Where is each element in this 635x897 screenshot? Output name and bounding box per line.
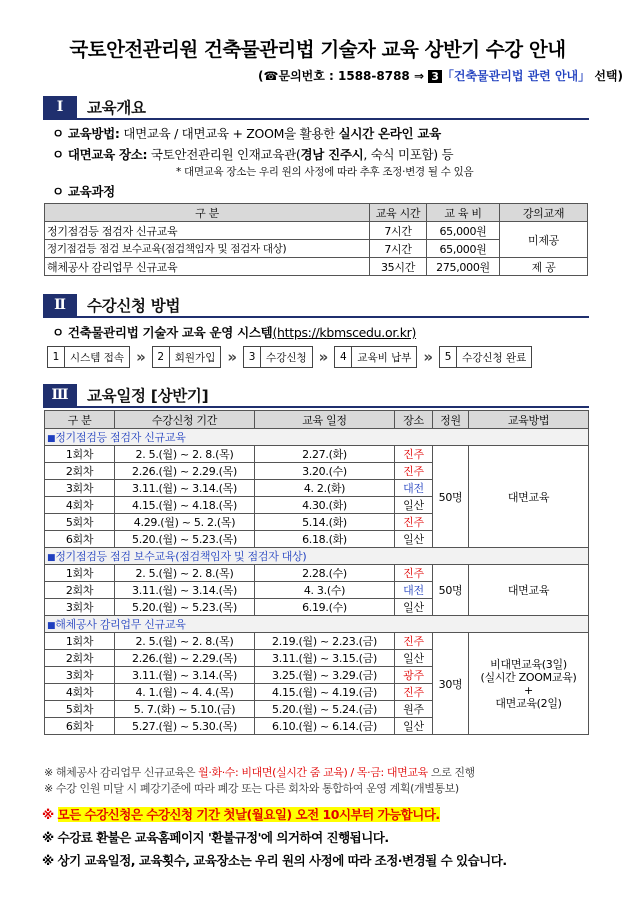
round-cell: 1회차 (45, 565, 115, 582)
apply-period-cell: 2.26.(월) ~ 2.29.(목) (115, 650, 255, 667)
step-4: 4 교육비 납부 (334, 346, 417, 368)
apply-period-cell: 5.20.(월) ~ 5.23.(목) (115, 599, 255, 616)
contact-info (258, 67, 623, 84)
education-date-cell: 4. 2.(화) (255, 480, 395, 497)
section3-title: 교육일정 [상반기] (87, 387, 209, 405)
course-fee: 275,000원 (427, 258, 500, 276)
apply-period-cell: 2.26.(월) ~ 2.29.(목) (115, 463, 255, 480)
course-label: ㅇ 교육과정 (52, 184, 115, 199)
round-cell: 3회차 (45, 599, 115, 616)
method-text: 대면교육 / 대면교육 + ZOOM을 활용한 (119, 126, 339, 141)
course-material: 미제공 (500, 222, 588, 258)
footer-note-1: ※ 모든 수강신청은 수강신청 기간 첫날(월요일) 오전 10시부터 가능합니다. (42, 807, 440, 822)
place-text2: , 숙식 미포함) 등 (363, 147, 454, 162)
place-note: * 대면교육 장소는 우리 원의 사정에 따라 추후 조정·변경 될 수 있음 (176, 166, 474, 178)
table-row (45, 633, 589, 650)
step-2: 2 회원가입 (152, 346, 222, 368)
footer-note-2: ※ 수강료 환불은 교육홈페이지 '환불규정'에 의거하여 진행됩니다. (42, 830, 389, 845)
round-cell: 2회차 (45, 582, 115, 599)
section1-underline (43, 118, 589, 120)
section2-number: Ⅱ (43, 294, 77, 316)
place-cell: 진주 (395, 463, 433, 480)
course-name: 정기점검등 점검자 신규교육 (45, 222, 370, 240)
section1-title: 교육개요 (87, 99, 146, 117)
step-3: 3 수강신청 (243, 346, 313, 368)
round-cell: 6회차 (45, 718, 115, 735)
course-material: 제 공 (500, 258, 588, 276)
page-title: 국토안전관리원 건축물관리법 기술자 교육 상반기 수강 안내 (69, 38, 566, 61)
place-cell: 진주 (395, 633, 433, 650)
education-date-cell: 3.20.(수) (255, 463, 395, 480)
education-date-cell: 6.18.(화) (255, 531, 395, 548)
education-date-cell: 5.14.(화) (255, 514, 395, 531)
place-label: ㅇ 대면교육 장소: (52, 147, 148, 162)
education-date-cell: 4. 3.(수) (255, 582, 395, 599)
apply-period-cell: 4.29.(월) ~ 5. 2.(목) (115, 514, 255, 531)
contact-menu-link: 「건축물관리법 관련 안내」 (441, 69, 591, 83)
step-arrow-icon: » (318, 348, 329, 366)
education-date-cell: 6.19.(수) (255, 599, 395, 616)
round-cell: 2회차 (45, 650, 115, 667)
course-hours: 7시간 (370, 240, 427, 258)
course-fee: 65,000원 (427, 240, 500, 258)
apply-period-cell: 4. 1.(월) ~ 4. 4.(목) (115, 684, 255, 701)
group3-rows (45, 633, 589, 735)
footer-note-3: ※ 상기 교육일정, 교육횟수, 교육장소는 우리 원의 사정에 따라 조정·변경될 수 있습니다. (42, 853, 507, 868)
apply-period-cell: 5.27.(월) ~ 5.30.(목) (115, 718, 255, 735)
step-arrow-icon: » (423, 348, 434, 366)
step-arrow-icon: » (227, 348, 238, 366)
group2-rows (45, 565, 589, 616)
col-header-capacity: 정원 (433, 411, 469, 429)
capacity-cell: 30명 (433, 633, 469, 735)
education-date-cell: 4.15.(월) ~ 4.19.(금) (255, 684, 395, 701)
course-fee: 65,000원 (427, 222, 500, 240)
round-cell: 4회차 (45, 684, 115, 701)
place-cell: 진주 (395, 514, 433, 531)
table-row (45, 446, 589, 463)
method-cell: 비대면교육(3일) (실시간 ZOOM교육) + 대면교육(2일) (469, 633, 589, 735)
col-header-apply: 수강신청 기간 (115, 411, 255, 429)
education-date-cell: 3.25.(월) ~ 3.29.(금) (255, 667, 395, 684)
place-cell: 대전 (395, 480, 433, 497)
col-header-category: 구 분 (45, 204, 370, 222)
group2-title: ■정기점검등 점검 보수교육(점검책임자 및 점검자 대상) (45, 548, 589, 565)
education-date-cell: 2.28.(수) (255, 565, 395, 582)
section2-title: 수강신청 방법 (87, 297, 181, 315)
group1-title: ■정기점검등 점검자 신규교육 (45, 429, 589, 446)
section3-header (43, 384, 208, 406)
section1-number: Ⅰ (43, 96, 77, 118)
method-label: ㅇ 교육방법: (52, 126, 120, 141)
contact-suffix: 선택) (590, 69, 623, 83)
round-cell: 1회차 (45, 633, 115, 650)
place-cell: 일산 (395, 650, 433, 667)
education-date-cell: 3.11.(월) ~ 3.15.(금) (255, 650, 395, 667)
round-cell: 4회차 (45, 497, 115, 514)
apply-period-cell: 3.11.(월) ~ 3.14.(목) (115, 667, 255, 684)
table-row (45, 222, 588, 240)
note-1: ※ 해체공사 감리업무 신규교육은 월·화·수: 비대면(실시간 줌 교육) / 목·금: 대면교육 으로 진행 (44, 766, 475, 779)
place-cell: 진주 (395, 684, 433, 701)
group3-title: ■해체공사 감리업무 신규교육 (45, 616, 589, 633)
system-line (52, 323, 416, 341)
application-steps (47, 346, 532, 368)
apply-period-cell: 2. 5.(월) ~ 2. 8.(목) (115, 565, 255, 582)
round-cell: 5회차 (45, 514, 115, 531)
place-cell: 일산 (395, 497, 433, 514)
col-header-date: 교육 일정 (255, 411, 395, 429)
place-bold: 경남 진주시 (300, 147, 364, 162)
course-hours: 35시간 (370, 258, 427, 276)
section2-header (43, 294, 180, 316)
apply-period-cell: 5.20.(월) ~ 5.23.(목) (115, 531, 255, 548)
step-arrow-icon: » (136, 348, 146, 366)
round-cell: 2회차 (45, 463, 115, 480)
method-line (52, 124, 441, 142)
section3-number: Ⅲ (43, 384, 77, 406)
education-date-cell: 2.27.(화) (255, 446, 395, 463)
col-header-method: 교육방법 (469, 411, 589, 429)
place-line (52, 145, 453, 163)
round-cell: 3회차 (45, 667, 115, 684)
round-cell: 1회차 (45, 446, 115, 463)
place-cell: 원주 (395, 701, 433, 718)
system-label: ㅇ 건축물관리법 기술자 교육 운영 시스템 (52, 325, 273, 340)
apply-period-cell: 4.15.(월) ~ 4.18.(목) (115, 497, 255, 514)
step-5: 5 수강신청 완료 (439, 346, 532, 368)
education-date-cell: 2.19.(월) ~ 2.23.(금) (255, 633, 395, 650)
place-text: 국토안전관리원 인재교육관( (147, 147, 301, 162)
place-cell: 광주 (395, 667, 433, 684)
contact-prefix: (☎문의번호 : 1588-8788 ⇒ (258, 69, 429, 83)
col-header-round: 구 분 (45, 411, 115, 429)
menu-number-badge: 3 (428, 70, 442, 83)
method-bold: 실시간 온라인 교육 (338, 126, 441, 141)
col-header-hours: 교육 시간 (370, 204, 427, 222)
schedule-table (44, 410, 589, 735)
col-header-fee: 교 육 비 (427, 204, 500, 222)
system-url-link[interactable]: (https://kbmscedu.or.kr) (272, 325, 417, 340)
course-table (44, 203, 588, 276)
col-header-material: 강의교재 (500, 204, 588, 222)
place-cell: 일산 (395, 599, 433, 616)
apply-period-cell: 3.11.(월) ~ 3.14.(목) (115, 480, 255, 497)
apply-period-cell: 3.11.(월) ~ 3.14.(목) (115, 582, 255, 599)
place-cell: 진주 (395, 446, 433, 463)
course-hours: 7시간 (370, 222, 427, 240)
section2-underline (43, 316, 589, 318)
round-cell: 6회차 (45, 531, 115, 548)
education-date-cell: 4.30.(화) (255, 497, 395, 514)
education-date-cell: 6.10.(월) ~ 6.14.(금) (255, 718, 395, 735)
capacity-cell: 50명 (433, 565, 469, 616)
place-cell: 일산 (395, 531, 433, 548)
section1-header (43, 96, 146, 118)
col-header-place: 장소 (395, 411, 433, 429)
place-cell: 일산 (395, 718, 433, 735)
group1-rows (45, 446, 589, 548)
apply-period-cell: 2. 5.(월) ~ 2. 8.(목) (115, 446, 255, 463)
education-date-cell: 5.20.(월) ~ 5.24.(금) (255, 701, 395, 718)
course-name: 해체공사 감리업무 신규교육 (45, 258, 370, 276)
round-cell: 3회차 (45, 480, 115, 497)
apply-period-cell: 2. 5.(월) ~ 2. 8.(목) (115, 633, 255, 650)
place-cell: 진주 (395, 565, 433, 582)
method-cell: 대면교육 (469, 565, 589, 616)
section3-underline (43, 406, 589, 408)
capacity-cell: 50명 (433, 446, 469, 548)
table-row (45, 565, 589, 582)
course-name: 정기점검등 점검 보수교육(점검책임자 및 점검자 대상) (45, 240, 370, 258)
round-cell: 5회차 (45, 701, 115, 718)
place-cell: 대전 (395, 582, 433, 599)
step-1: 1 시스템 접속 (47, 346, 130, 368)
apply-period-cell: 5. 7.(화) ~ 5.10.(금) (115, 701, 255, 718)
note-2: ※ 수강 인원 미달 시 폐강기준에 따라 폐강 또는 다른 회차와 통합하여 운영 계획(개별통보) (44, 782, 459, 795)
method-cell: 대면교육 (469, 446, 589, 548)
table-row (45, 258, 588, 276)
